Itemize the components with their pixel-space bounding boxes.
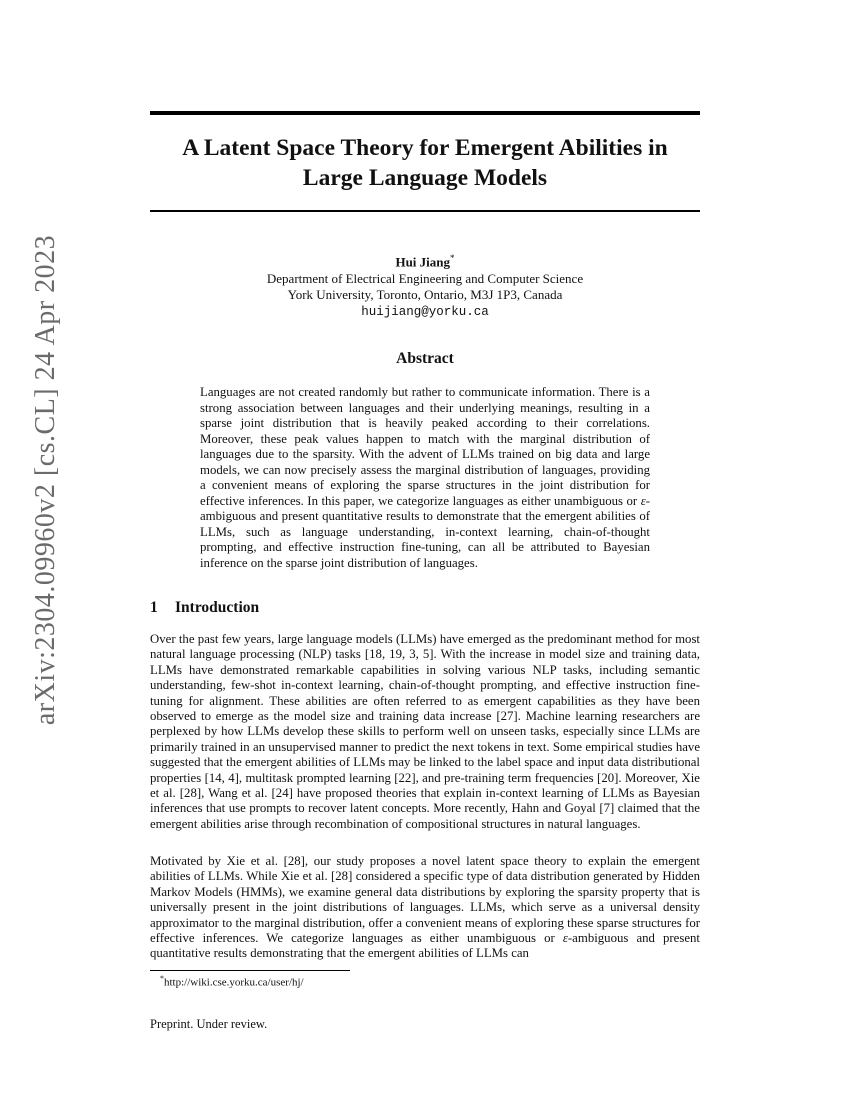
- footnote-url: http://wiki.cse.yorku.ca/user/hj/: [164, 976, 304, 989]
- epsilon-symbol: ε: [562, 931, 568, 946]
- footnote-marker: *: [160, 974, 164, 983]
- section-title: Introduction: [175, 599, 260, 616]
- intro-paragraph-1: Over the past few years, large language models (LLMs) have emerged as the predominant method for most natural language processing (NLP) tasks [18, 19, 3, 5]. With the increase in model size and training data, LLMs have demonstrated remarkable capabilities in solving various NLP tasks, including semantic understanding, few-shot in-context learning, chain-of-thought prompting, and effective instruction fine-tuning for alignment. These abilities are often referred to as emergent capabilities as they have been observed to emerge as the model size and training data increase [27]. Machine learning researchers are perplexed by how LLMs develop these skills to perform well on unseen tasks, especially since LLMs are primarily trained in an unsupervised manner to predict the next tokens in text. Some empirical studies have suggested that the emergent abilities of LLMs may be linked to the label space and input data distributional properties [14, 4], multitask prompted learning [22], and pre-training term frequencies [20]. Moreover, Xie et al. [28], Wang et al. [24] have proposed theories that explain in-context learning of LLMs as Bayesian inferences that use prompts to recover latent concepts. More recently, Hahn and Goyal [7] claimed that the emergent abilities arise through recombination of compositional structures in natural languages.: [150, 632, 700, 831]
- section-heading-introduction: [150, 599, 700, 617]
- intro-paragraph-2: [150, 854, 700, 962]
- footnote: [160, 974, 304, 989]
- abstract-text: [200, 385, 650, 571]
- footnote-marker: *: [450, 253, 455, 263]
- epsilon-symbol: ε: [640, 493, 646, 508]
- author-name: Hui Jiang: [395, 254, 451, 270]
- title-bottom-rule: [150, 210, 700, 212]
- author-email: huijiang@yorku.ca: [361, 304, 489, 319]
- abstract-text-part-1: Languages are not created randomly but rather to communicate information. There is a strong association between languages and their underlying meanings, resulting in a sparse joint distribution that is heavily peaked according to their correlations. Moreover, these peak values happen to match with the marginal distribution of languages due to the sparsity. With the advent of LLMs trained on big data and large models, we can now precisely assess the marginal distribution of languages, providing a convenient means of exploring the sparse structures in the joint distribution for effective inferences. In this paper, we categorize languages as either unambiguous or: [200, 385, 650, 508]
- intro-paragraph-2-part-1: Motivated by Xie et al. [28], our study proposes a novel latent space theory to explain the emergent abilities of LLMs. While Xie et al. [28] considered a specific type of data distribution generated by Hidden Markov Models (HMMs), we examine general data distributions by exploring the sparsity property that is universally present in the joint distributions of languages. LLMs, which serve as a universal density approximator to the marginal distribution, offer a convenient means of exploring these sparse structures for effective inferences. We categorize languages as either unambiguous or: [150, 854, 700, 946]
- title-top-rule: [150, 111, 700, 115]
- abstract-text-part-2: -ambiguous and present quantitative results to demonstrate that the emergent abilities of LLMs, such as language understanding, in-context learning, chain-of-thought prompting, and effective instruction fine-tuning, can all be attributed to Bayesian inference on the sparse joint distribution of languages.: [200, 493, 650, 570]
- paper-title: A Latent Space Theory for Emergent Abilities in Large Language Models: [182, 135, 668, 191]
- abstract-heading: Abstract: [396, 350, 454, 367]
- author-block: [150, 250, 700, 320]
- author-affiliation-department: Department of Electrical Engineering and Computer Science: [266, 270, 584, 286]
- intro-paragraph-2-part-2: -ambiguous and present quantitative results demonstrating that the emergent abilities of LLMs can: [150, 931, 700, 961]
- preprint-note: Preprint. Under review.: [150, 1017, 268, 1031]
- arxiv-identifier: arXiv:2304.09960v2 [cs.CL] 24 Apr 2023: [30, 234, 61, 726]
- footnote-rule: [150, 970, 350, 971]
- author-affiliation-university: York University, Toronto, Ontario, M3J 1P3, Canada: [287, 287, 563, 303]
- section-number: 1: [150, 599, 158, 616]
